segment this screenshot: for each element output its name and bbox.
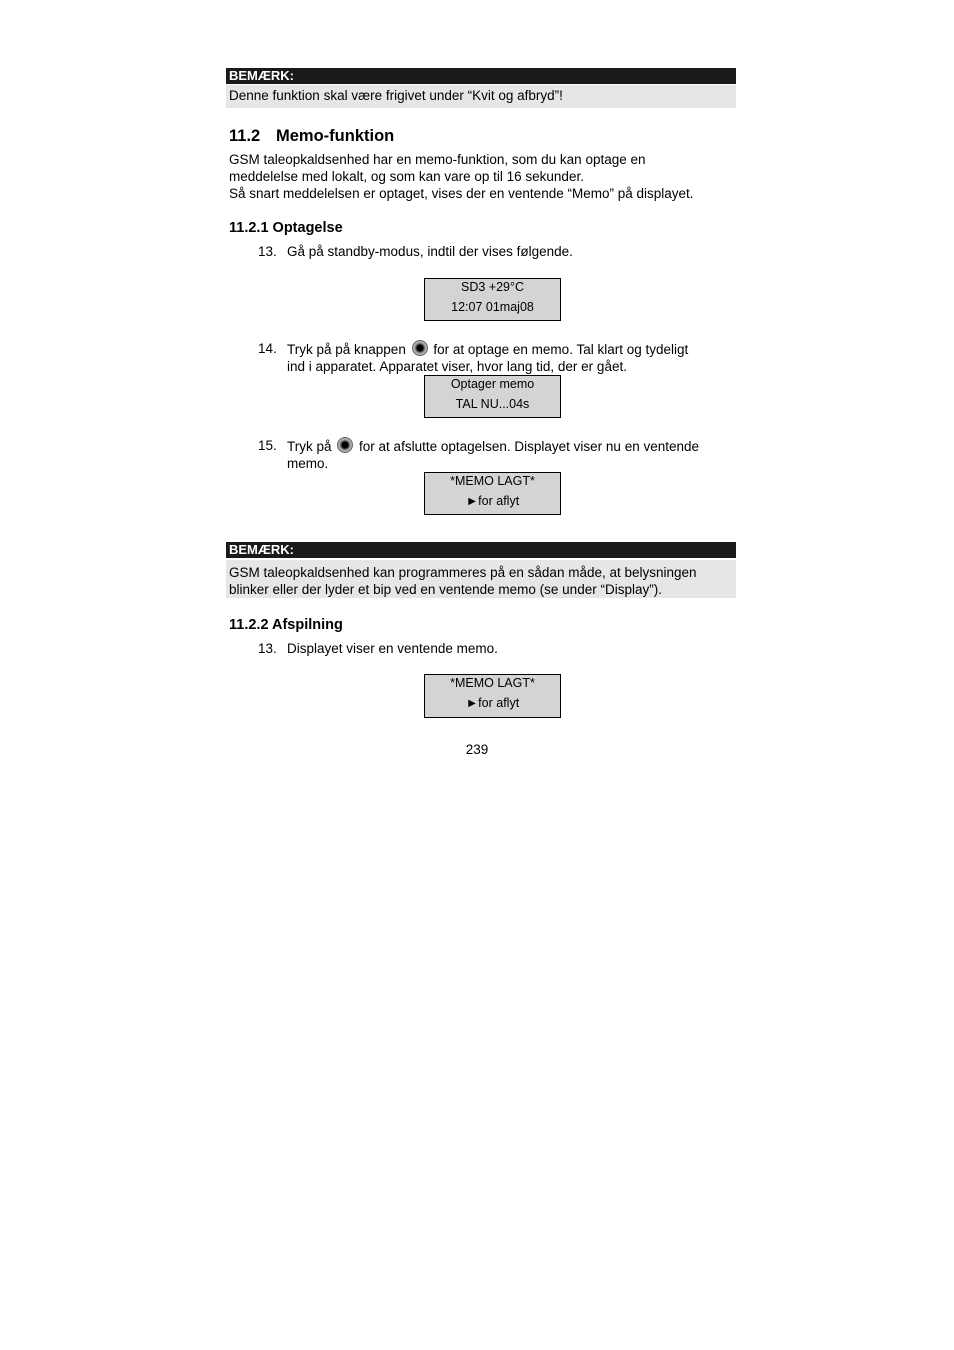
lcd-line-2: ►for aflyt	[465, 494, 520, 508]
note-text: Denne funktion skal være frigivet under “Kvit og afbryd”!	[229, 88, 563, 103]
list-item-text: Displayet viser en ventende memo.	[287, 641, 498, 656]
lcd-display	[424, 472, 561, 515]
note-body	[226, 560, 736, 598]
lcd-line-1: *MEMO LAGT*	[450, 676, 535, 690]
lcd-line-2: 12:07 01maj08	[451, 300, 534, 314]
list-item-number: 14.	[258, 341, 277, 356]
subsection-heading-afspilning: 11.2.2 Afspilning	[229, 617, 343, 633]
lcd-display	[424, 674, 561, 718]
record-button-icon	[412, 340, 428, 356]
lcd-line-1: *MEMO LAGT*	[450, 474, 535, 488]
section-title: Memo-funktion	[276, 127, 395, 145]
text-before-icon: Tryk på på knappen	[287, 342, 406, 357]
text-after-icon: for at afslutte optagelsen. Displayet viser nu en ventende	[359, 439, 700, 454]
lcd-display	[424, 375, 561, 418]
text-after-icon: for at optage en memo. Tal klart og tydeligt	[433, 342, 689, 357]
text-before-icon: Tryk på	[287, 439, 332, 454]
list-item-text	[287, 437, 737, 472]
note-body	[226, 85, 736, 108]
list-item-number: 15.	[258, 438, 277, 453]
list-item-line-2: memo.	[287, 456, 329, 471]
list-item-text	[287, 340, 737, 375]
lcd-line-1: Optager memo	[450, 377, 535, 391]
lcd-display	[424, 278, 561, 321]
list-item-number: 13.	[258, 244, 277, 259]
subsection-heading-optagelse: 11.2.1 Optagelse	[229, 220, 343, 236]
section-heading	[229, 127, 394, 146]
lcd-line-1: SD3 +29°C	[460, 280, 525, 294]
intro-line: GSM taleopkaldsenhed har en memo-funktion, som du kan optage en	[229, 152, 646, 167]
record-button-icon	[337, 437, 353, 453]
list-item-line-2: ind i apparatet. Apparatet viser, hvor lang tid, der er gået.	[287, 359, 627, 374]
page-number: 239	[465, 742, 489, 757]
intro-paragraph	[229, 151, 739, 202]
lcd-line-2: TAL NU...04s	[455, 397, 530, 411]
note-line: GSM taleopkaldsenhed kan programmeres på en sådan måde, at belysningen	[229, 565, 697, 580]
section-number: 11.2	[229, 127, 261, 145]
note-line: blinker eller der lyder et bip ved en ventende memo (se under “Display”).	[229, 582, 662, 597]
list-item-number: 13.	[258, 641, 277, 656]
list-item-text: Gå på standby-modus, indtil der vises følgende.	[287, 244, 573, 259]
lcd-line-2: ►for aflyt	[465, 696, 520, 710]
intro-line: Så snart meddelelsen er optaget, vises der en ventende “Memo” på displayet.	[229, 186, 694, 201]
intro-line: meddelelse med lokalt, og som kan vare op til 16 sekunder.	[229, 169, 584, 184]
note-header: BEMÆRK:	[226, 68, 736, 84]
note-header: BEMÆRK:	[226, 542, 736, 558]
